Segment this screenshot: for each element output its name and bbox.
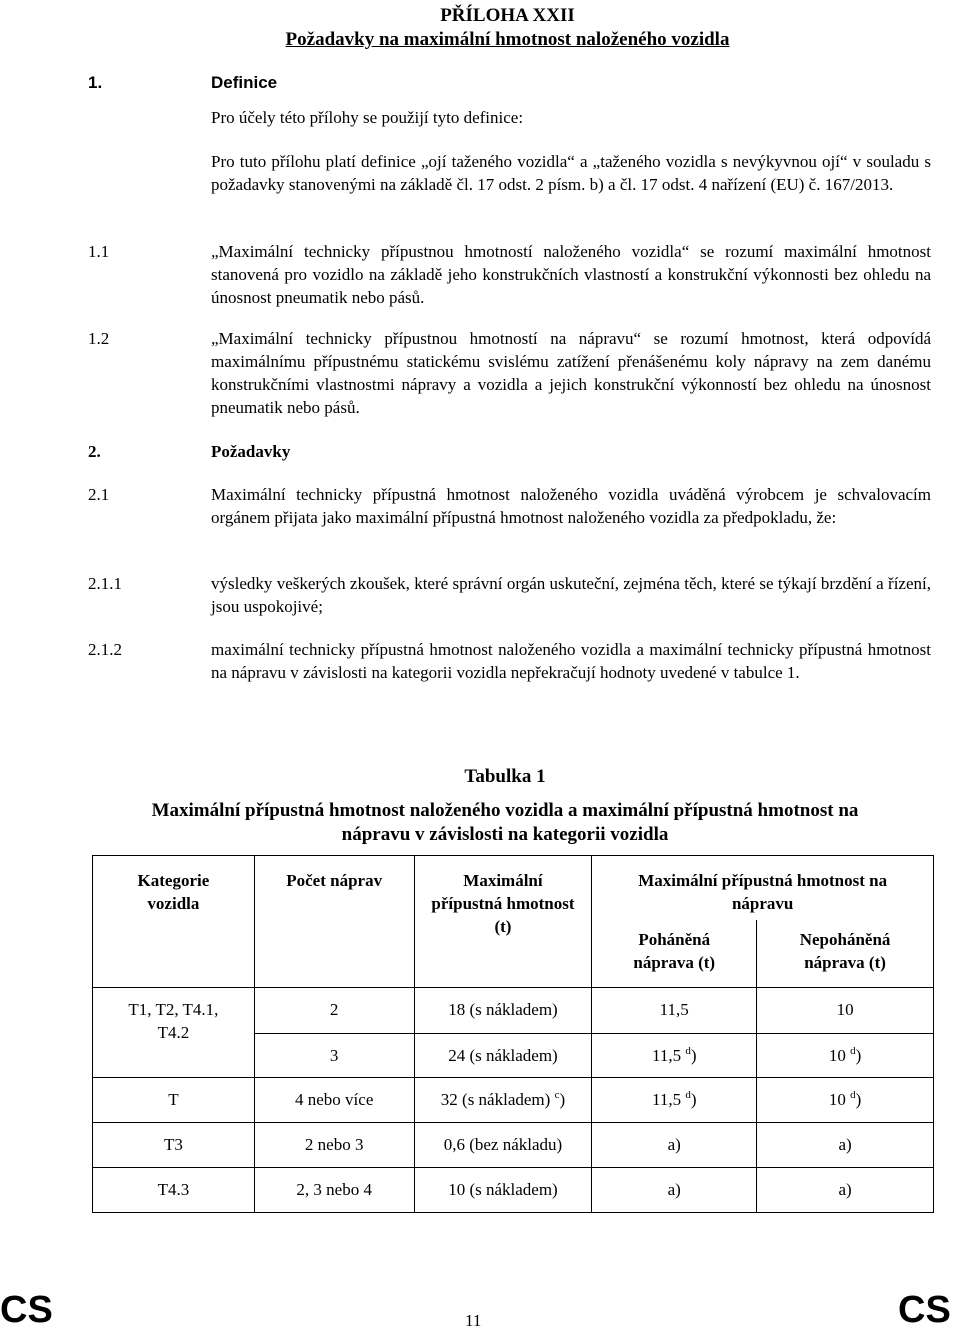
cell-nondriven: a)	[757, 1168, 934, 1213]
item-2-1-2-text: maximální technicky přípustná hmotnost naloženého vozidla a maximální technicky přípustná hmotnost na nápravu v závislosti na kategorii vozidla nepřekračují hodnoty uvedené v tabulce 1.	[211, 640, 931, 682]
item-1-2-number: 1.2	[88, 329, 110, 348]
mass-table	[92, 855, 934, 1213]
cell-mass: 18 (s nákladem)	[414, 988, 592, 1034]
cell-mass: 10 (s nákladem)	[414, 1168, 592, 1213]
cell-mass: 0,6 (bez nákladu)	[414, 1123, 592, 1168]
footer-language-left: CS	[0, 1289, 53, 1331]
item-2-1-2-number: 2.1.2	[88, 640, 122, 659]
section2-heading: Požadavky	[211, 442, 291, 461]
annex-subtitle: Požadavky na maximální hmotnost naloženého vozidla	[285, 29, 730, 50]
table-row	[93, 1078, 934, 1123]
page-number: 11	[465, 1311, 482, 1330]
header-axles: Počet náprav	[254, 856, 414, 988]
section1-intro: Pro účely této přílohy se použijí tyto definice:	[211, 108, 524, 127]
cell-mass: 32 (s nákladem) $^c$)	[414, 1078, 592, 1123]
header-max-mass: Maximální přípustná hmotnost (t)	[414, 856, 592, 988]
cell-driven: a)	[592, 1168, 757, 1213]
item-2-1-number: 2.1	[88, 485, 110, 504]
header-category: Kategorie vozidla	[93, 856, 255, 988]
cell-driven: 11,5 $^d$)	[592, 1078, 757, 1123]
cell-driven: 11,5 $^d$)	[592, 1034, 757, 1078]
table-caption-line1: Maximální přípustná hmotnost naloženého vozidla a maximální přípustná hmotnost na	[151, 800, 859, 821]
cell-mass: 24 (s nákladem)	[414, 1034, 592, 1078]
item-2-1-1-text: výsledky veškerých zkoušek, které správní orgán uskuteční, zejména těch, které se týkají brzdění a řízení, jsou uspokojivé;	[211, 574, 931, 616]
cell-nondriven: 10 $^d$)	[757, 1078, 934, 1123]
item-1-1-number: 1.1	[88, 242, 110, 261]
annex-title: PŘÍLOHA XXII	[440, 5, 575, 26]
annex-heading	[200, 4, 815, 52]
table-header-row	[93, 856, 934, 920]
cell-category: T	[93, 1078, 255, 1123]
cell-axles: 2, 3 nebo 4	[254, 1168, 414, 1213]
section2-number: 2.	[88, 442, 101, 461]
item-1-1-text: „Maximální technicky přípustnou hmotností naloženého vozidla“ se rozumí maximální hmotnost stanovená pro vozidlo na základě jeho konstrukčních vlastností a konstrukční výkonnosti bez ohledu na únosnost pneumatik nebo pásů.	[211, 242, 931, 307]
cell-axles: 3	[254, 1034, 414, 1078]
table-caption-line2: nápravu v závislosti na kategorii vozidla	[341, 824, 669, 845]
section1-number: 1.	[88, 73, 103, 92]
table-caption	[60, 799, 950, 847]
item-1-2-text: „Maximální technicky přípustnou hmotností na nápravu“ se rozumí hmotnost, která odpovídá maximálnímu přípustnému statickému svislému zatížení přenášenému koly nápravy na zem danému konstrukčními vlastnostmi nápravy a vozidla a jejich konstrukční výkonností bez ohledu na únosnost pneumatik nebo pásů.	[211, 329, 931, 417]
cell-driven: a)	[592, 1123, 757, 1168]
cell-axles: 4 nebo více	[254, 1078, 414, 1123]
table-row	[93, 988, 934, 1034]
cell-nondriven: a)	[757, 1123, 934, 1168]
cell-nondriven: 10	[757, 988, 934, 1034]
cell-category: T4.3	[93, 1168, 255, 1213]
cell-nondriven: 10 $^d$)	[757, 1034, 934, 1078]
table-label: Tabulka 1	[464, 766, 546, 787]
header-nondriven-axle: Nepoháněná náprava (t)	[757, 920, 934, 988]
section1-para: Pro tuto přílohu platí definice „ojí taženého vozidla“ a „taženého vozidla s nevýkyvnou ojí“ v souladu s požadavky stanovenými na základě čl. 17 odst. 2 písm. b) a čl. 17 odst. 4 nařízení (EU) č. 167/2013.	[211, 152, 931, 194]
table-row	[93, 1168, 934, 1213]
cell-category: T1, T2, T4.1, T4.2	[93, 988, 255, 1078]
cell-axles: 2 nebo 3	[254, 1123, 414, 1168]
cell-driven: 11,5	[592, 988, 757, 1034]
item-2-1-text: Maximální technicky přípustná hmotnost naloženého vozidla uváděná výrobcem je schvalovacím orgánem přijata jako maximální přípustná hmotnost naloženého vozidla za předpokladu, že:	[211, 485, 931, 527]
cell-category: T3	[93, 1123, 255, 1168]
cell-axles: 2	[254, 988, 414, 1034]
item-2-1-1-number: 2.1.1	[88, 574, 122, 593]
header-axle-mass: Maximální přípustná hmotnost na nápravu	[592, 856, 934, 920]
footer-language-right: CS	[898, 1289, 951, 1331]
section1-heading: Definice	[211, 73, 278, 92]
table-row	[93, 1123, 934, 1168]
header-driven-axle: Poháněná náprava (t)	[592, 920, 757, 988]
